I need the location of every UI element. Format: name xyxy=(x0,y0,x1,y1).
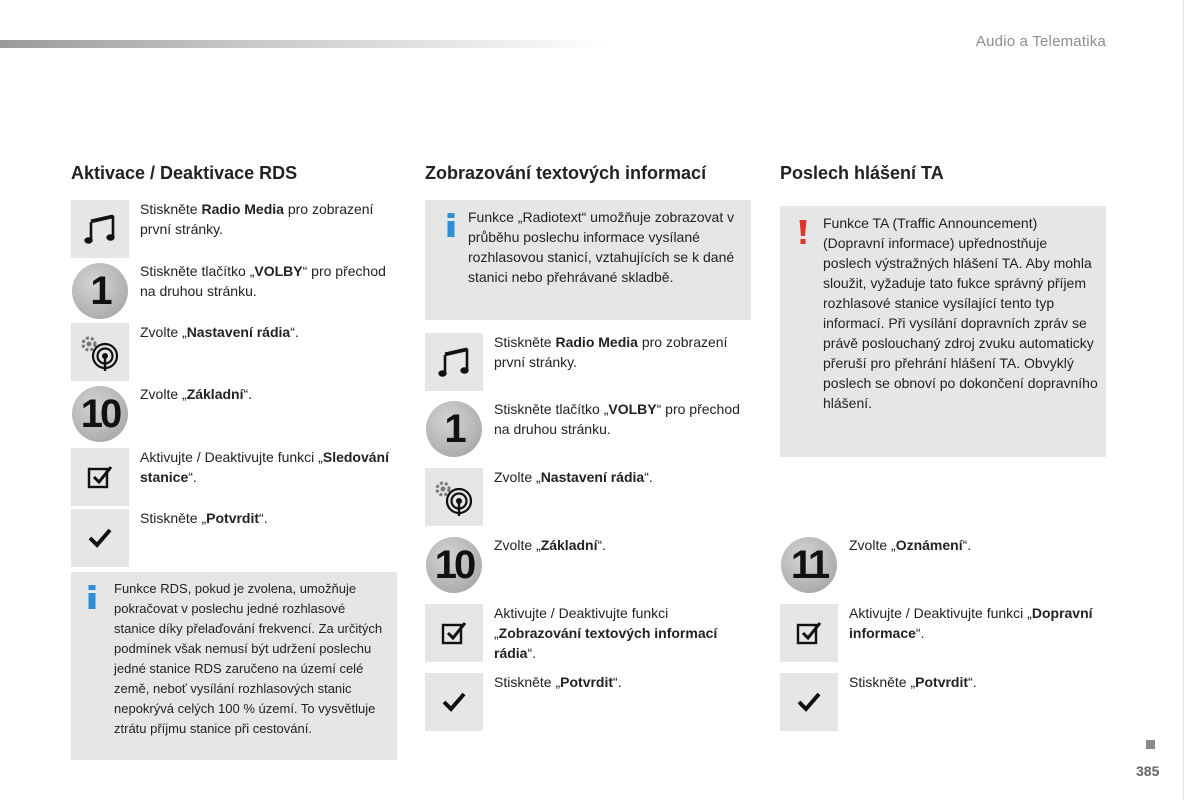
radiotext-info-text: Funkce „Radiotext“ umožňuje zobrazovat v průběhu poslechu informace vysílané rozhlasovou stanicí, vztahujících se k dané stanici nebo přehrávané skladbě. xyxy=(468,209,735,285)
step-radio-media xyxy=(71,200,401,258)
checkmark-icon[interactable] xyxy=(71,509,129,567)
info-icon xyxy=(446,213,456,237)
step-volby xyxy=(71,262,401,320)
step-text: Stiskněte tlačítko „VOLBY“ pro přechod na druhou stránku. xyxy=(494,401,740,437)
step-number-badge: 1 xyxy=(425,400,483,458)
page-number: 385 xyxy=(1136,763,1160,779)
step-number-badge: 10 xyxy=(425,536,483,594)
rds-info-text: Funkce RDS, pokud je zvolena, umožňuje pokračovat v poslechu jedné rozhlasové stanice díky přelaďování frekvencí. Za určitých podmínek však nemusí být udržení poslechu jedné stanice RDS zaručeno na území celé země, neboť vysílání rozhlasových stanic nepokrývá celých 100 % území. To vysvětluje ztrátu příjmu stanice při cestování. xyxy=(114,581,383,736)
step-number-badge: 1 xyxy=(71,262,129,320)
step-toggle-radiotext xyxy=(425,604,755,662)
checkmark-icon[interactable] xyxy=(780,673,838,731)
step-text: Zvolte „Nastavení rádia“. xyxy=(494,469,653,485)
step-confirm xyxy=(780,673,1110,731)
step-number-badge: 11 xyxy=(780,536,838,594)
step-volby xyxy=(425,400,755,458)
settings-radio-icon[interactable] xyxy=(425,468,483,526)
ta-warning-note xyxy=(780,206,1106,457)
step-text: Stiskněte Radio Media pro zobrazení první stránky. xyxy=(140,201,374,237)
step-toggle-traffic-info xyxy=(780,604,1110,662)
ta-warning-text: Funkce TA (Traffic Announcement) (Dopravní informace) upřednostňuje poslech výstražných hlášení TA. Aby mohla sloužit, vyžaduje tato fukce správný příjem rozhlasové stanice vysílající tento typ informací. Při vysílání dopravních zpráv se právě poslouchaný zdroj zvuku automaticky přeruší pro přehrání hlášení TA. Obvyklý poslech se obnoví po dokončení dopravního hlášení. xyxy=(823,215,1098,411)
heading-ta: Poslech hlášení TA xyxy=(780,163,944,183)
music-note-icon[interactable] xyxy=(71,200,129,258)
step-text: Aktivujte / Deaktivujte funkci „Sledování stanice“. xyxy=(140,449,389,485)
rds-info-note xyxy=(71,572,397,760)
checkbox-icon[interactable] xyxy=(425,604,483,662)
step-radio-settings xyxy=(71,323,401,381)
step-radio-media xyxy=(425,333,755,391)
radiotext-info-note xyxy=(425,200,751,320)
info-icon xyxy=(87,585,97,609)
checkbox-icon[interactable] xyxy=(780,604,838,662)
step-radio-settings xyxy=(425,468,755,526)
warning-icon xyxy=(798,220,808,244)
checkmark-icon[interactable] xyxy=(425,673,483,731)
step-text: Stiskněte tlačítko „VOLBY“ pro přechod na druhou stránku. xyxy=(140,263,386,299)
step-confirm xyxy=(71,509,401,567)
step-zakladni xyxy=(425,536,755,594)
page-marker xyxy=(1146,740,1155,749)
header-gradient-bar xyxy=(0,40,610,48)
right-edge-rule xyxy=(1183,0,1184,800)
step-text: Stiskněte „Potvrdit“. xyxy=(849,674,977,690)
step-text: Zvolte „Nastavení rádia“. xyxy=(140,324,299,340)
step-zakladni xyxy=(71,385,401,443)
heading-rds: Aktivace / Deaktivace RDS xyxy=(71,163,298,183)
step-oznameni xyxy=(780,536,1110,594)
step-number-badge: 10 xyxy=(71,385,129,443)
step-text: Stiskněte Radio Media pro zobrazení první stránky. xyxy=(494,334,728,370)
step-text: Stiskněte „Potvrdit“. xyxy=(494,674,622,690)
step-text: Aktivujte / Deaktivujte funkci „Zobrazování textových informací rádia“. xyxy=(494,605,718,661)
step-text: Zvolte „Oznámení“. xyxy=(849,537,972,553)
step-text: Stiskněte „Potvrdit“. xyxy=(140,510,268,526)
settings-radio-icon[interactable] xyxy=(71,323,129,381)
step-confirm xyxy=(425,673,755,731)
step-text: Aktivujte / Deaktivujte funkci „Dopravní informace“. xyxy=(849,605,1093,641)
step-toggle-station-tracking xyxy=(71,448,401,506)
page-header-title: Audio a Telematika xyxy=(975,33,1106,50)
heading-radiotext: Zobrazování textových informací xyxy=(425,163,707,183)
step-text: Zvolte „Základní“. xyxy=(140,386,253,402)
checkbox-icon[interactable] xyxy=(71,448,129,506)
music-note-icon[interactable] xyxy=(425,333,483,391)
step-text: Zvolte „Základní“. xyxy=(494,537,607,553)
